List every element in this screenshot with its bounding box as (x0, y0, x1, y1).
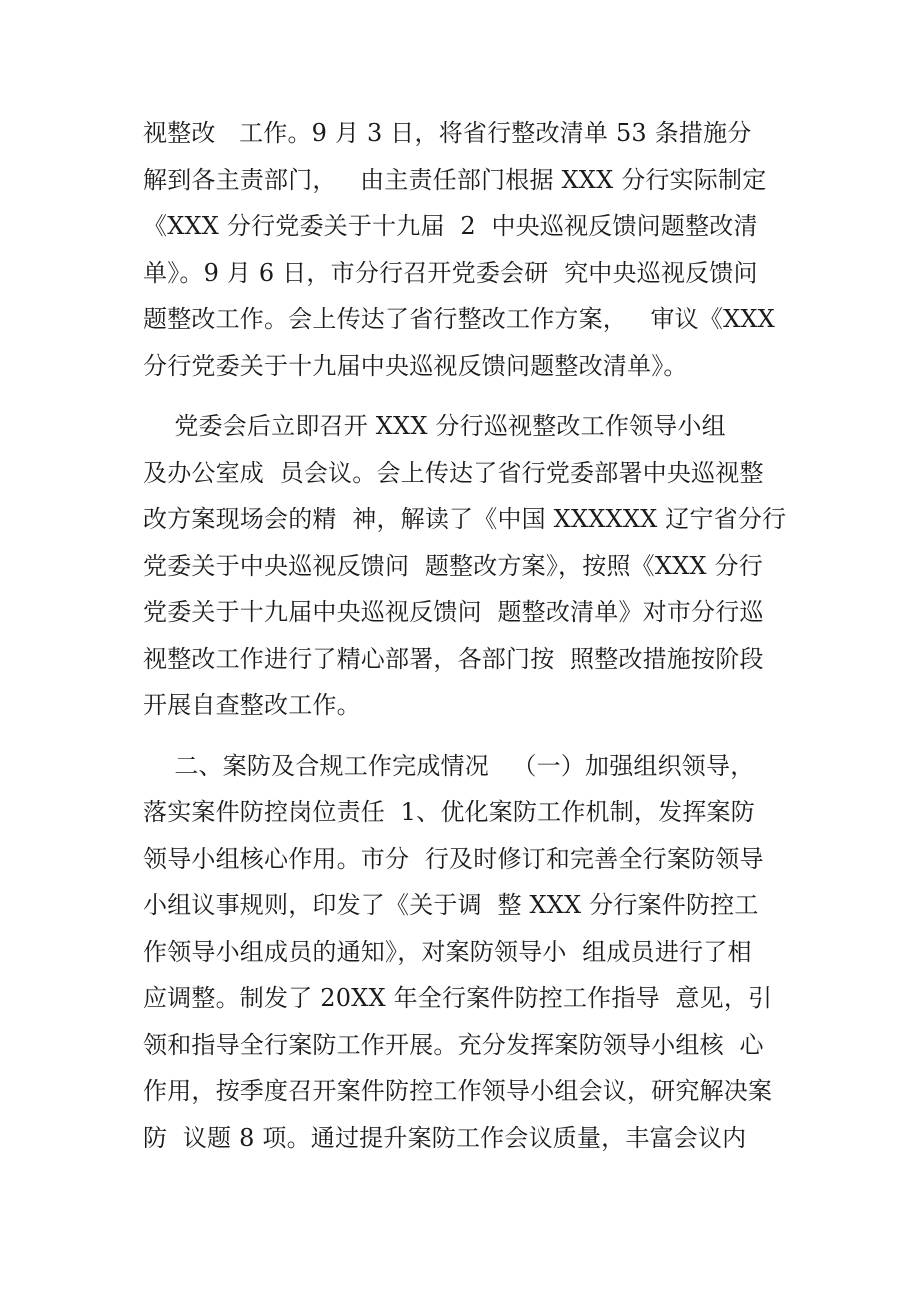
text-line: 作用，按季度召开案件防控工作领导小组会议，研究解决案 (143, 1077, 773, 1105)
paragraph-2 (143, 403, 793, 729)
text-line: 领和指导全行案防工作开展。充分发挥案防领导小组核 心 (143, 1030, 764, 1059)
text-line: 单》。9 月 6 日，市分行召开党委会研 究中央巡视反馈问 (143, 258, 758, 287)
text-line: 党委关于十九届中央巡视反馈问 题整改清单》对市分行巡 (143, 598, 764, 626)
text-line: 分行党委关于十九届中央巡视反馈问题整改清单》。 (143, 351, 688, 380)
text-line: 及办公室成 员会议。会上传达了省行党委部署中央巡视整 (143, 458, 764, 487)
text-line: 题整改工作。会上传达了省行整改工作方案， 审议《XXX (143, 305, 775, 333)
paragraph-gap (143, 729, 793, 743)
document-body (143, 110, 793, 1161)
text-line: 小组议事规则，印发了《关于调 整 XXX 分行案件防控工 (143, 891, 759, 919)
text-line: 防 议题 8 项。通过提升案防工作会议质量，丰富会议内 (143, 1123, 747, 1152)
text-line: 落实案件防控岗位责任 1、优化案防工作机制，发挥案防 (143, 798, 755, 826)
text-line: 改方案现场会的精 神，解读了《中国 XXXXXX 辽宁省分行 (143, 505, 787, 533)
text-line: 《XXX 分行党委关于十九届 2 中央巡视反馈问题整改清 (143, 212, 758, 240)
text-line: 作领导小组成员的通知》，对案防领导小 组成员进行了相 (143, 937, 752, 966)
text-line: 应调整。制发了 20XX 年全行案件防控工作指导 意见，引 (143, 984, 773, 1012)
text-line: 解到各主责部门， 由主责任部门根据 XXX 分行实际制定 (143, 165, 767, 194)
paragraph-3 (143, 743, 793, 1162)
paragraph-gap (143, 389, 793, 403)
text-line: 视整改 工作。9 月 3 日，将省行整改清单 53 条措施分 (143, 119, 752, 147)
text-line: 开展自查整改工作。 (143, 691, 361, 719)
text-line: 视整改工作进行了精心部署，各部门按 照整改措施按阶段 (143, 644, 764, 673)
paragraph-1 (143, 110, 793, 389)
text-line: 党委会后立即召开 XXX 分行巡视整改工作领导小组 (143, 412, 726, 440)
text-line: 党委关于中央巡视反馈问 题整改方案》，按照《XXX 分行 (143, 551, 763, 580)
text-line: 领导小组核心作用。市分 行及时修订和完善全行案防领导 (143, 844, 764, 873)
text-line: 二、案防及合规工作完成情况 （一）加强组织领导， (143, 751, 755, 780)
